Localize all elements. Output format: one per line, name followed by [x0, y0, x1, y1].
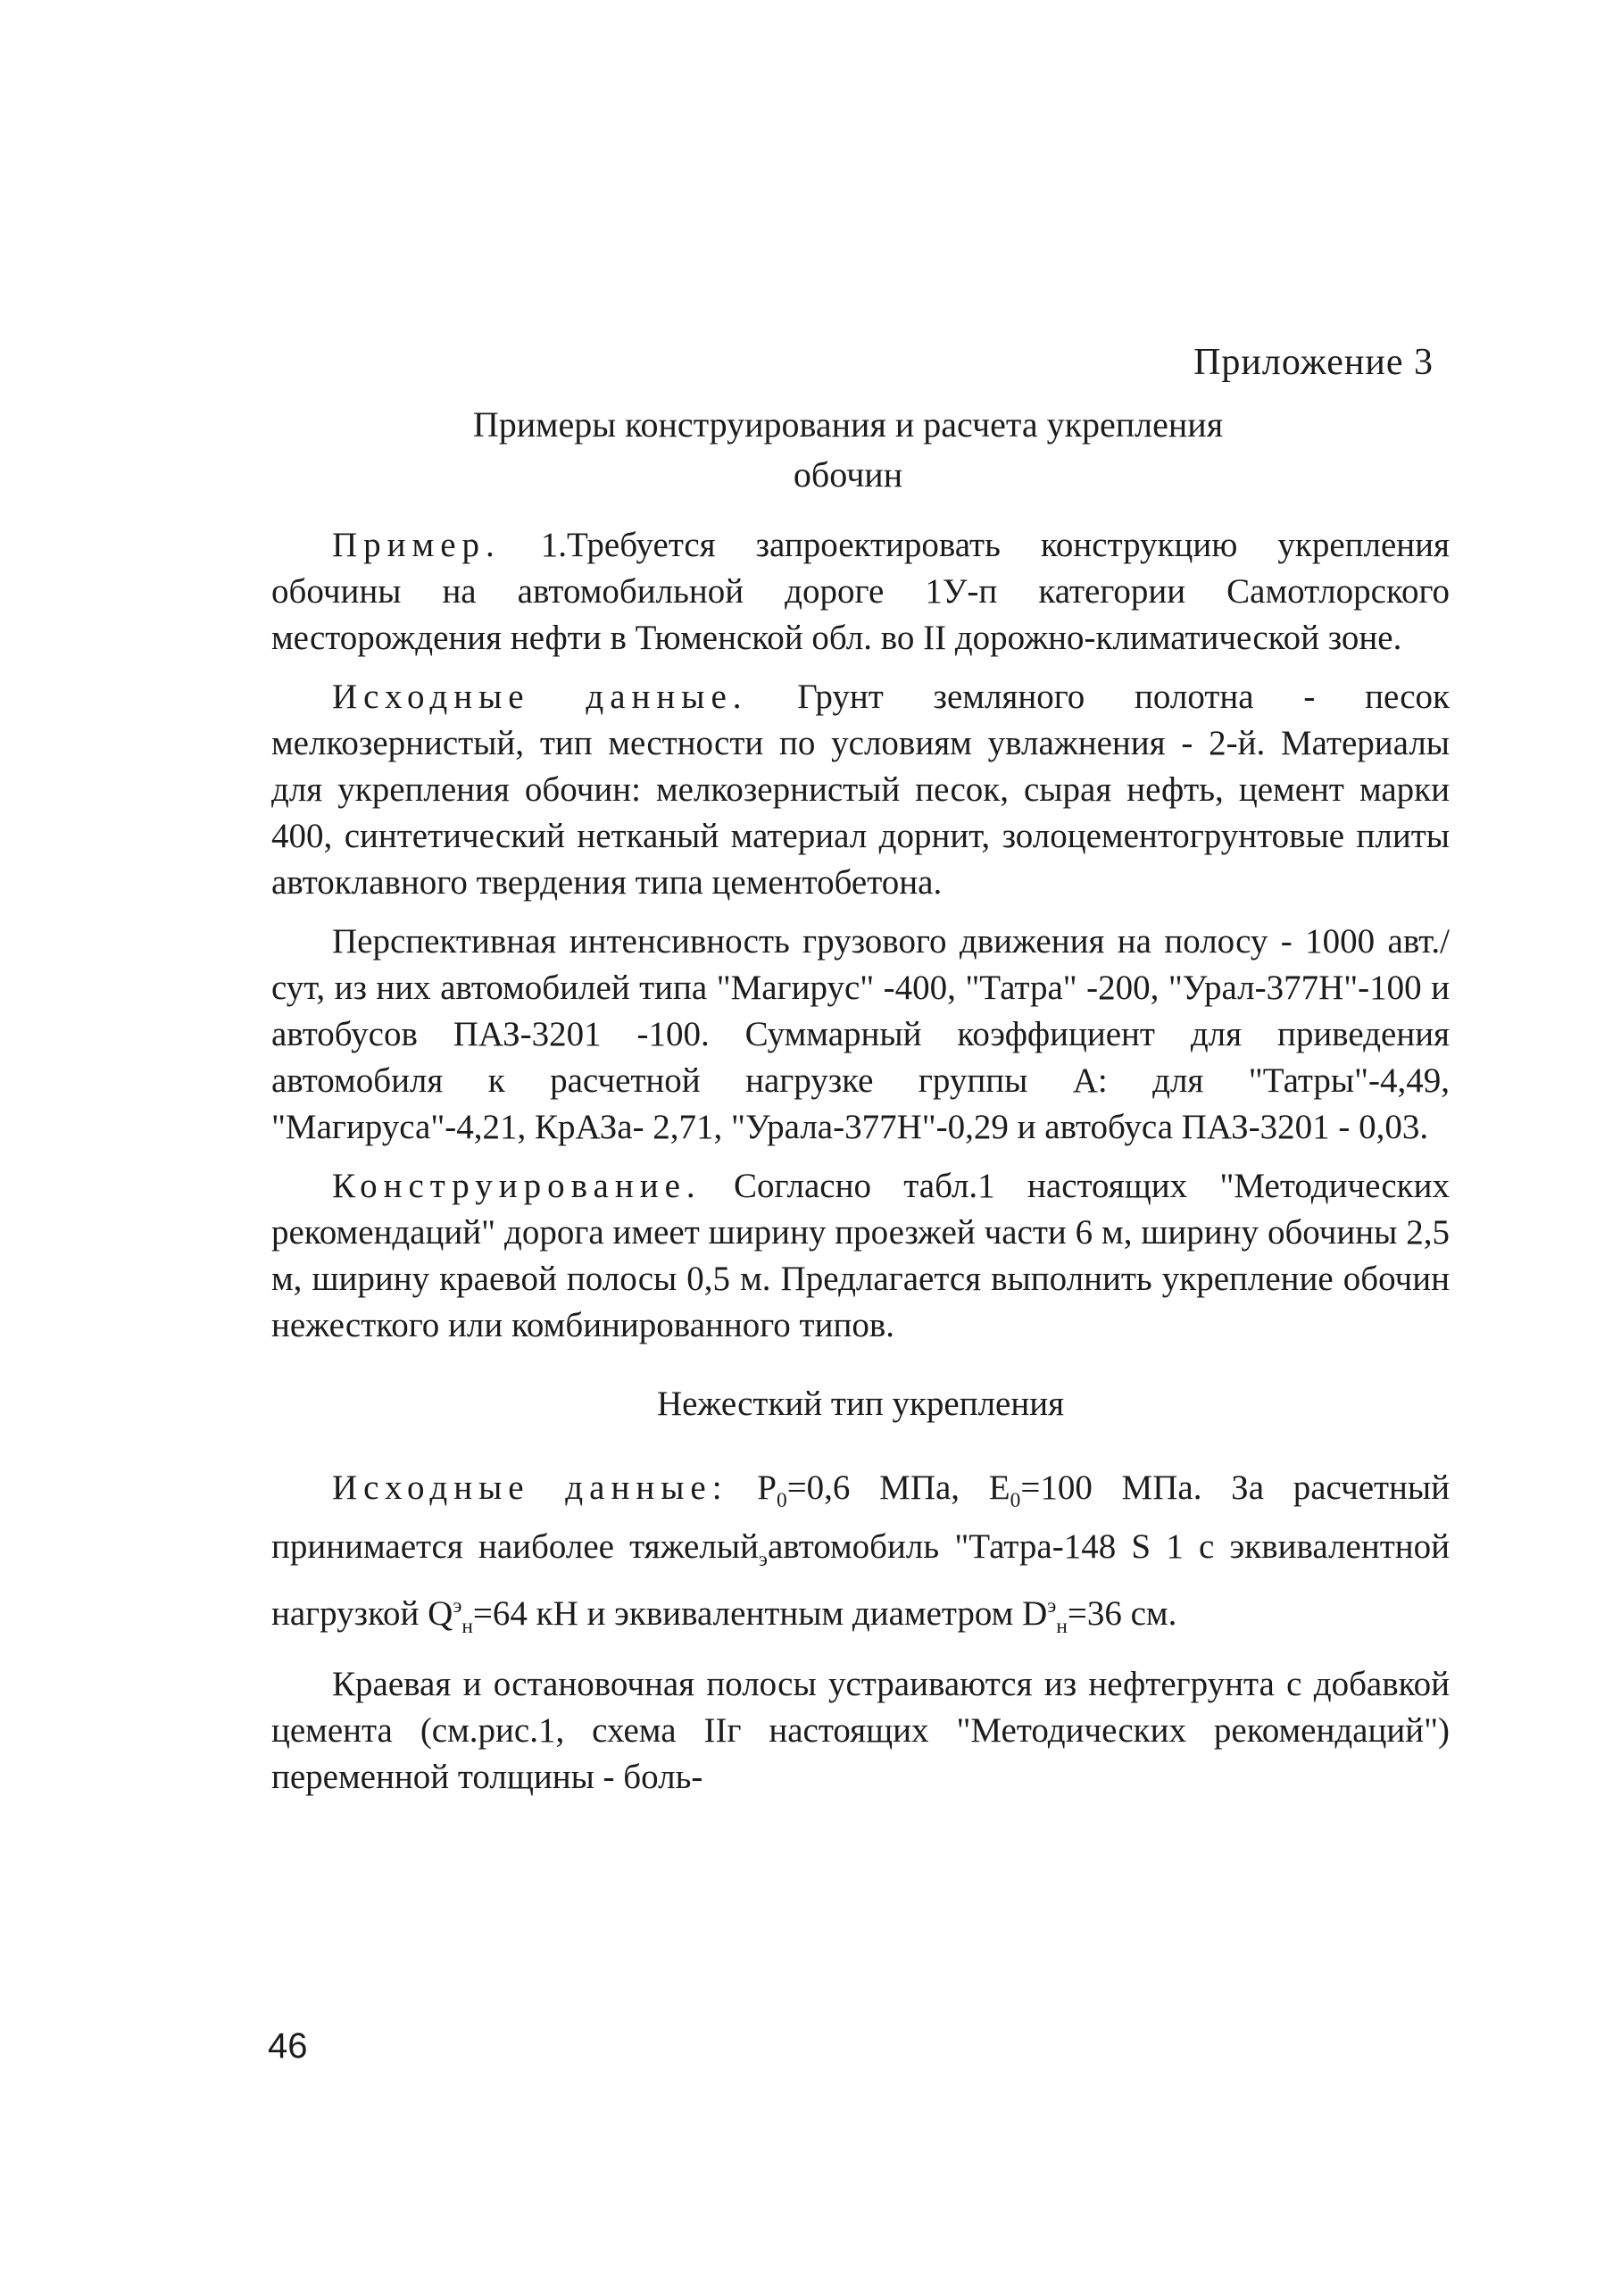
- value-p0: =0,6 МПа,: [786, 1468, 960, 1507]
- paragraph-traffic: Перспективная интенсивность грузового движения на полосу - 1000 авт./сут, из них автомобилей типа "Магирус" -400, "Татра" -200, "Урал-377Н"-100 и автобусов ПАЗ-3201 -100. Суммарный коэффициент для приведения автомобиля к расчетной нагрузке группы А: для "Татры"-4,49, "Магируса"-4,21, КрАЗа- 2,71, "Урала-377Н"-0,29 и автобуса ПАЗ-3201 - 0,03.: [271, 922, 1450, 1146]
- value-e0: =100 МПа.: [1020, 1468, 1202, 1507]
- value-qn: =64 кН и эквивалентным диаметром: [472, 1593, 1023, 1633]
- source-data-2-label: Исходные данные:: [332, 1468, 728, 1507]
- body-text: [271, 522, 1450, 1813]
- example-label: Пример.: [332, 526, 501, 564]
- design-label: Конструирование.: [332, 1167, 702, 1205]
- design-text: Согласно табл.1 настоящих "Методических рекомендаций" дорога имеет ширину проезжей части 6 м, ширину обочины 2,5 м, ширину краевой полосы 0,5 м. Предлагается выполнить укрепление обочин нежесткого или комбинированного типов.: [271, 1167, 1450, 1344]
- source-data-2-text-1: За расчетный принимается наиболее тяжелый: [271, 1468, 1451, 1566]
- title-line-1: Примеры конструирования и расчета укрепления: [472, 404, 1224, 445]
- paragraph-example: [271, 522, 1450, 661]
- paragraph-design: [271, 1163, 1450, 1349]
- appendix-label: Приложение 3: [1193, 342, 1434, 383]
- paragraph-source-data: [271, 674, 1450, 906]
- symbol-dn: $D^э_н$: [1022, 1593, 1068, 1638]
- source-data-text: Грунт земляного полотна - песок мелкозернистый, тип местности по условиям увлажнения - 2-й. Материалы для укрепления обочин: мелкозернистый песок, сырая нефть, цемент марки 400, синтетический нетканый материал дорнит, золоцементогрунтовые плиты автоклавного твердения типа цементобетона.: [271, 678, 1450, 902]
- title-line-2: обочин: [793, 454, 903, 495]
- example-text: 1.Требуется запроектировать конструкцию укрепления обочины на автомобильной дороге 1У-п категории Самотлорского месторождения нефти в Тюменской обл. во II дорожно-климатической зоне.: [271, 526, 1450, 657]
- symbol-qn: $Q^э_н$: [428, 1593, 473, 1638]
- value-dn: =36 см.: [1067, 1593, 1177, 1633]
- subscript-e: э: [758, 1547, 768, 1571]
- source-data-2-text-2: автомобиль "Татра-148 S 1 с эквивалентной нагрузкой: [271, 1527, 1450, 1633]
- paragraph-edge-strip: Краевая и остановочная полосы устраиваются из нефтегрунта с добавкой цемента (см.рис.1, схема IIг настоящих "Методических рекомендаций") переменной толщины - боль-: [271, 1665, 1450, 1797]
- source-data-label: Исходные данные.: [332, 678, 748, 716]
- document-title: [268, 400, 1428, 500]
- symbol-p0: $P_0$: [757, 1468, 787, 1512]
- subheading: Нежесткий тип укрепления: [656, 1385, 1065, 1423]
- paragraph-source-data-2: [271, 1465, 1450, 1649]
- symbol-e0: $E_0$: [988, 1468, 1021, 1512]
- page-number: 46: [268, 2026, 308, 2066]
